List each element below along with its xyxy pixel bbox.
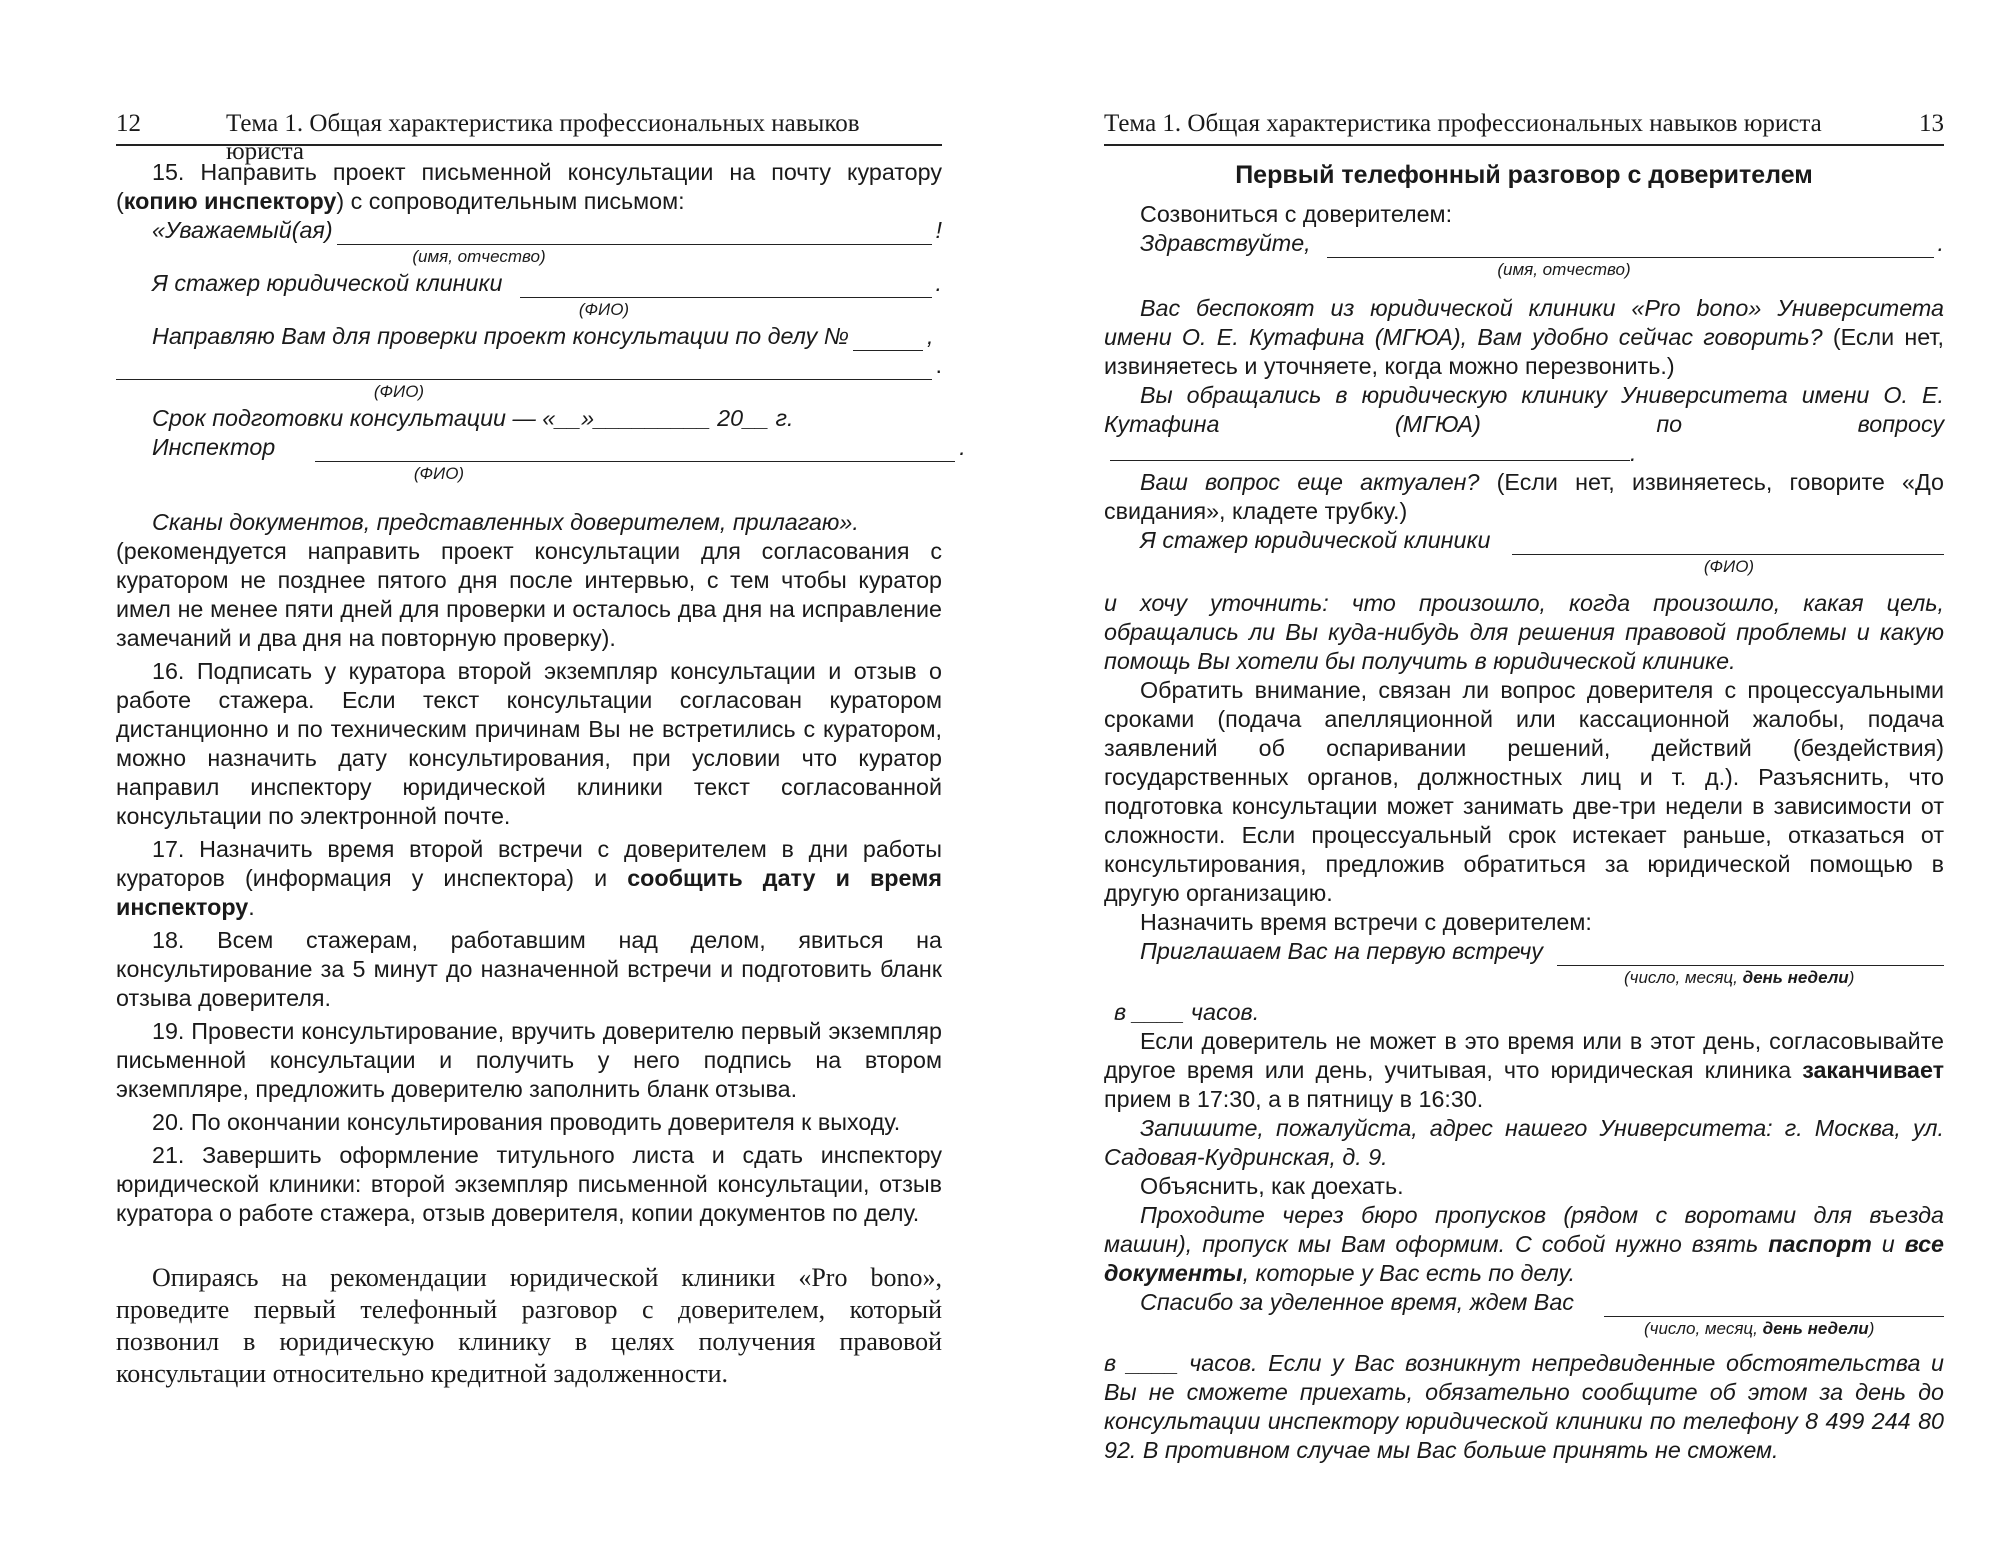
caption-date-2: (число, месяц, день недели) xyxy=(1644,1319,1875,1338)
item-21: 21. Завершить оформление титульного листа и сдать инспектору юридической клиники: второй экземпляр письменной консультации, отзыв куратора о работе стажера, отзыв доверителя, копии документов по делу. xyxy=(116,1142,942,1226)
deadline-line: Срок подготовки консультации — «__»_________ 20__ г. xyxy=(152,405,794,431)
blank-line xyxy=(315,439,955,462)
blank-line xyxy=(1604,1294,1944,1317)
invite-line: Приглашаем Вас на первую встречу xyxy=(1140,937,1944,966)
right-page-number: 13 xyxy=(1919,110,1944,137)
blank-line xyxy=(1327,235,1934,258)
paragraph-2: Вы обращались в юридическую клинику Университета имени О. Е. Кутафина (МГЮА) по вопросу. xyxy=(1104,382,1944,466)
blank-line xyxy=(520,275,931,298)
item-17: 17. Назначить время второй встречи с доверителем в дни работы кураторов (информация у инспектора) и сообщить дату и время инспектору. xyxy=(116,836,942,920)
final-paragraph: в ____ часов. Если у Вас возникнут непредвиденные обстоятельства и Вы не сможете приехать, обязательно сообщите об этом за день до консультации инспектору юридической клиники по телефону 8 499 244 80 92. В противном случае мы Вас больше принять не сможем. xyxy=(1104,1350,1944,1463)
blank-line xyxy=(1110,442,1630,461)
paragraph-7: Если доверитель не может в это время или в этот день, согласовывайте другое время или день, учитывая, что юридическая клиника заканчивает прием в 17:30, а в пятницу в 16:30. xyxy=(1104,1028,1944,1112)
caption-date: (число, месяц, день недели) xyxy=(1624,968,1855,987)
item-18: 18. Всем стажерам, работавшим над делом, явиться на консультирование за 5 минут до назначенной встречи и подготовить бланк отзыва доверителя. xyxy=(116,927,942,1011)
item-16: 16. Подписать у куратора второй экземпляр консультации и отзыв о работе стажера. Если текст консультации согласован куратором дистанционно и по техническим причинам Вы не встретились с куратором, можно назначить дату консультирования, при условии что куратор направил инспектору юридической клиники текст согласованной консультации по электронной почте. xyxy=(116,658,942,829)
paragraph-9: Объяснить, как доехать. xyxy=(1140,1173,1404,1199)
inspector-line: Инспектор . xyxy=(152,434,966,460)
caption-fio: (ФИО) xyxy=(578,300,630,319)
section-title: Первый телефонный разговор с доверителем xyxy=(1235,161,1813,189)
blank-line xyxy=(1557,943,1944,966)
intern-line: Я стажер юридической клиники xyxy=(1140,526,1944,555)
right-running-header xyxy=(1104,106,1944,146)
blank-line xyxy=(116,357,932,380)
recommendation-note: (рекомендуется направить проект консультации для согласования с куратором не позднее пятого дня после интервью, с тем чтобы куратор имел не менее пяти дней для проверки и осталось два дня на исправление замечаний и два дня на повторную проверку). xyxy=(116,538,942,651)
task-paragraph: Опираясь на рекомендации юридической клиники «Pro bono», проведите первый телефонный разговор с доверителем, который позвонил в юридическую клинику в целях получения правовой консультации относительно кредитной задолженности. xyxy=(116,1263,942,1388)
hours-line: в ____ часов. xyxy=(1114,999,1260,1025)
greeting-line: «Уважаемый(ая) ! xyxy=(152,217,942,243)
item-19: 19. Провести консультирование, вручить доверителю первый экземпляр письменной консультации и получить у него подпись на втором экземпляре, предложить доверителю заполнить бланк отзыва. xyxy=(116,1018,942,1102)
item-20: 20. По окончании консультирования проводить доверителя к выходу. xyxy=(152,1109,901,1135)
paragraph-1: Вас беспокоят из юридической клиники «Pro bono» Университета имени О. Е. Кутафина (МГЮА), Вам удобно сейчас говорить? (Если нет, извиняетесь и уточняете, когда можно перезвонить.) xyxy=(1104,295,1944,379)
sending-line: Направляю Вам для проверки проект консультации по делу № , xyxy=(152,323,934,349)
case-number-blank xyxy=(853,328,923,351)
call-line: Созвониться с доверителем: xyxy=(1140,201,1453,227)
caption-fio-3: (ФИО) xyxy=(413,464,465,483)
thanks-line: Спасибо за уделенное время, ждем Вас xyxy=(1140,1288,1944,1317)
paragraph-4: и хочу уточнить: что произошло, когда произошло, какая цель, обращались ли Вы куда-нибудь для решения правовой проблемы и какую помощь Вы хотели бы получить в юридической клинике. xyxy=(1104,590,1944,674)
caption-name: (имя, отчество) xyxy=(412,247,546,266)
paragraph-6: Назначить время встречи с доверителем: xyxy=(1140,909,1592,935)
item-15: 15. Направить проект письменной консультации на почту куратору (копию инспектору) с сопроводительным письмом: xyxy=(116,159,942,214)
left-running-header xyxy=(116,106,942,165)
scans-line: Сканы документов, представленных доверителем, прилагаю». xyxy=(152,509,859,535)
left-page-number: 12 xyxy=(116,110,141,137)
right-page-body xyxy=(1104,158,1944,1465)
paragraph-5: Обратить внимание, связан ли вопрос доверителя с процессуальными сроками (подача апелляционной или кассационной жалобы, подача заявлений об оспаривании решений, действий (бездействия) государственных органов, должностных лиц и т. д.). Разъяснить, что подготовка консультации может занимать две-три недели в зависимости от сложности. Если процессуальный срок истекает раньше, отказаться от консультирования, предложив обратиться за юридической помощью в другую организацию. xyxy=(1104,677,1944,906)
sending-line-2: . xyxy=(116,351,942,380)
caption-fio-2: (ФИО) xyxy=(373,382,425,401)
paragraph-3: Ваш вопрос еще актуален? (Если нет, извиняетесь, говорите «До свидания», кладете трубку.) xyxy=(1104,469,1944,524)
blank-line xyxy=(337,222,932,245)
caption-fio: (ФИО) xyxy=(1703,557,1755,576)
left-page-body xyxy=(116,158,966,1390)
left-header-title: Тема 1. Общая характеристика профессиональных навыков юриста xyxy=(226,110,860,165)
right-header-title: Тема 1. Общая характеристика профессиональных навыков юриста xyxy=(1104,110,1822,137)
hello-line: Здравствуйте, . xyxy=(1140,230,1944,256)
right-page xyxy=(1000,0,2000,1550)
blank-line xyxy=(1512,532,1944,555)
paragraph-10: Проходите через бюро пропусков (рядом с воротами для въезда машин), пропуск мы Вам оформим. С собой нужно взять паспорт и все документы, которые у Вас есть по делу. xyxy=(1104,1202,1944,1286)
paragraph-8: Запишите, пожалуйста, адрес нашего Университета: г. Москва, ул. Садовая-Кудринская, д. 9. xyxy=(1104,1115,1944,1170)
caption-name: (имя, отчество) xyxy=(1497,260,1631,279)
intern-line: Я стажер юридической клиники . xyxy=(152,270,942,296)
